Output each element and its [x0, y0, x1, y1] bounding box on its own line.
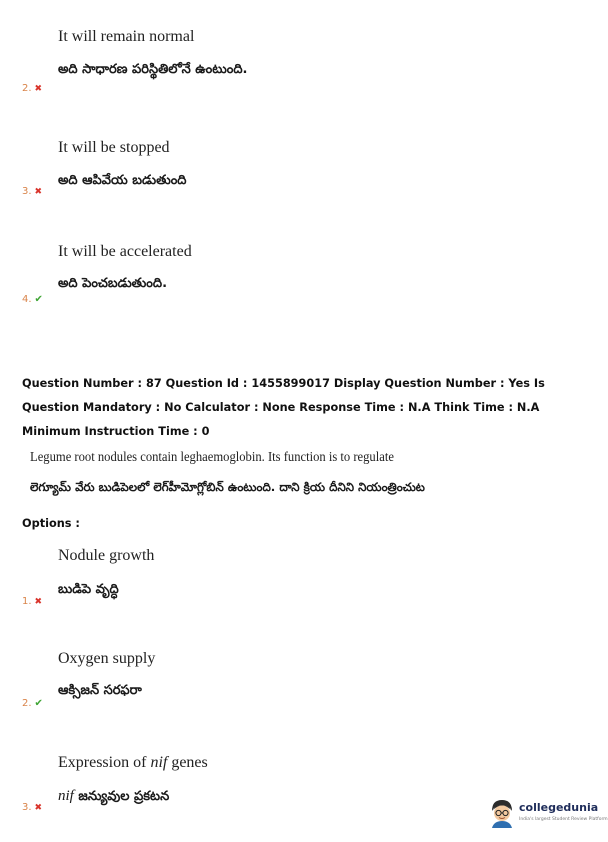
cross-icon: ✖: [34, 187, 43, 197]
prev-option-4-number: 4. ✔: [22, 294, 43, 305]
cross-icon: ✖: [34, 803, 43, 813]
prev-option-3-number: 3. ✖: [22, 186, 43, 197]
cross-icon: ✖: [34, 84, 43, 94]
prev-option-3-english: It will be accelerated: [58, 243, 192, 260]
option-1-number: 1. ✖: [22, 596, 43, 607]
question-text-telugu: లెగ్యూమ్ వేరు బుడిపెలలో లెగ్‌హీమోగ్లోబిన్ ఉంటుంది. దాని క్రియ దీనిని నియంత్రించుట: [30, 480, 425, 494]
options-label: Options :: [22, 517, 80, 530]
prev-option-2-telugu: అది ఆపివేయ బడుతుంది: [58, 173, 187, 188]
prev-option-3-telugu: అది పెంచబడుతుంది.: [58, 276, 168, 291]
option-3-italic-term: nif: [150, 754, 168, 771]
option-3-number: 3. ✖: [22, 802, 43, 813]
option-2-telugu: ఆక్సిజన్ సరఫరా: [58, 683, 142, 698]
cross-icon: ✖: [34, 597, 43, 607]
prev-option-2-number: 2. ✖: [22, 83, 43, 94]
collegedunia-logo: [488, 796, 608, 830]
option-1-english: Nodule growth: [58, 547, 155, 564]
check-icon: ✔: [34, 294, 43, 305]
option-3-english: Expression of nif genes: [58, 754, 208, 771]
option-2-english: Oxygen supply: [58, 650, 156, 667]
logo-name: collegedunia: [519, 801, 599, 814]
prev-option-2-english: It will be stopped: [58, 139, 170, 156]
check-icon: ✔: [34, 698, 43, 709]
option-3-telugu-italic-term: nif: [58, 788, 74, 804]
option-1-telugu: బుడిపె వృద్ధి: [58, 582, 119, 597]
question-meta: Question Number : 87 Question Id : 1455899017 Display Question Number : Yes Is Question Mandatory : No Calculator : None Response Time : N.A Think Time : N.A Minimum Instruction Time : 0: [22, 377, 545, 438]
prev-option-1-telugu: అది సాధారణ పరిస్థితిలోనే ఉంటుంది.: [58, 62, 248, 77]
question-text-english: Legume root nodules contain leghaemoglobin. Its function is to regulate: [30, 450, 394, 465]
prev-option-1-english: It will remain normal: [58, 28, 195, 45]
logo-tagline: India's largest Student Review Platform: [519, 817, 608, 822]
option-2-number: 2. ✔: [22, 698, 43, 709]
student-avatar-icon: [488, 798, 516, 828]
option-3-telugu: nif జన్యువుల ప్రకటన: [58, 788, 170, 804]
